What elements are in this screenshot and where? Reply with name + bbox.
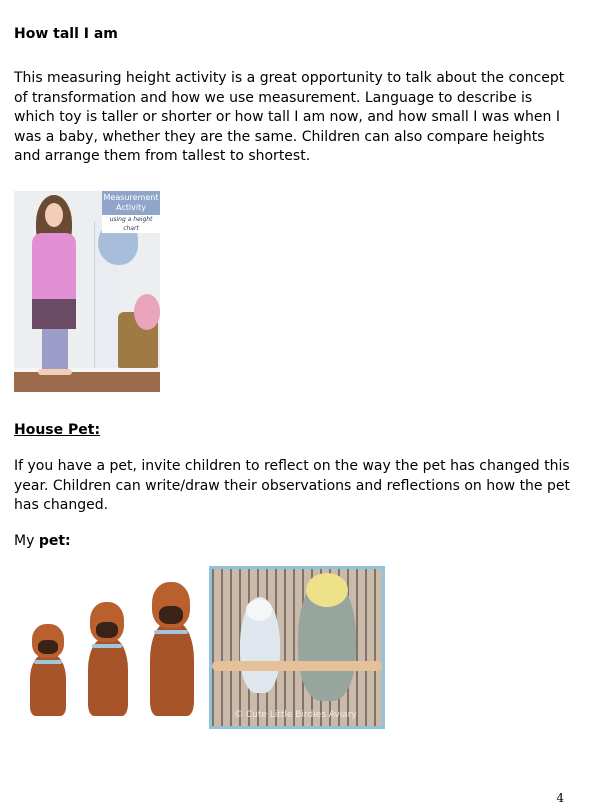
measurement-activity-label: Measurement Activity using a height chart bbox=[103, 193, 159, 232]
dogs-growth-photo bbox=[20, 580, 200, 720]
puppy-small bbox=[26, 624, 70, 716]
section-body-pet: If you have a pet, invite children to reflect on the way the pet has changed this year. Children can write/draw their observations and reflections on how the pet has changed. bbox=[14, 458, 570, 513]
section-title-height: How tall I am bbox=[14, 26, 118, 42]
page-number: 4 bbox=[556, 791, 564, 805]
measurement-activity-photo bbox=[14, 191, 160, 392]
budgies-photo bbox=[209, 566, 385, 729]
dog-large bbox=[146, 582, 196, 716]
budgies-watermark: © Cute Little Birdies Aviary bbox=[234, 710, 357, 720]
section-body-height: This measuring height activity is a great opportunity to talk about the concept of transformation and how we use measurement. Language to describe is which toy is taller or shorter or how tall I am now, and how small I was when I was a baby, whether they are the same. Children can also compare heights and arrange them from tallest to shortest. bbox=[14, 70, 565, 164]
my-pet-label: My pet: bbox=[14, 533, 71, 549]
puppy-medium bbox=[84, 602, 130, 716]
section-title-pet: House Pet: bbox=[14, 422, 101, 438]
